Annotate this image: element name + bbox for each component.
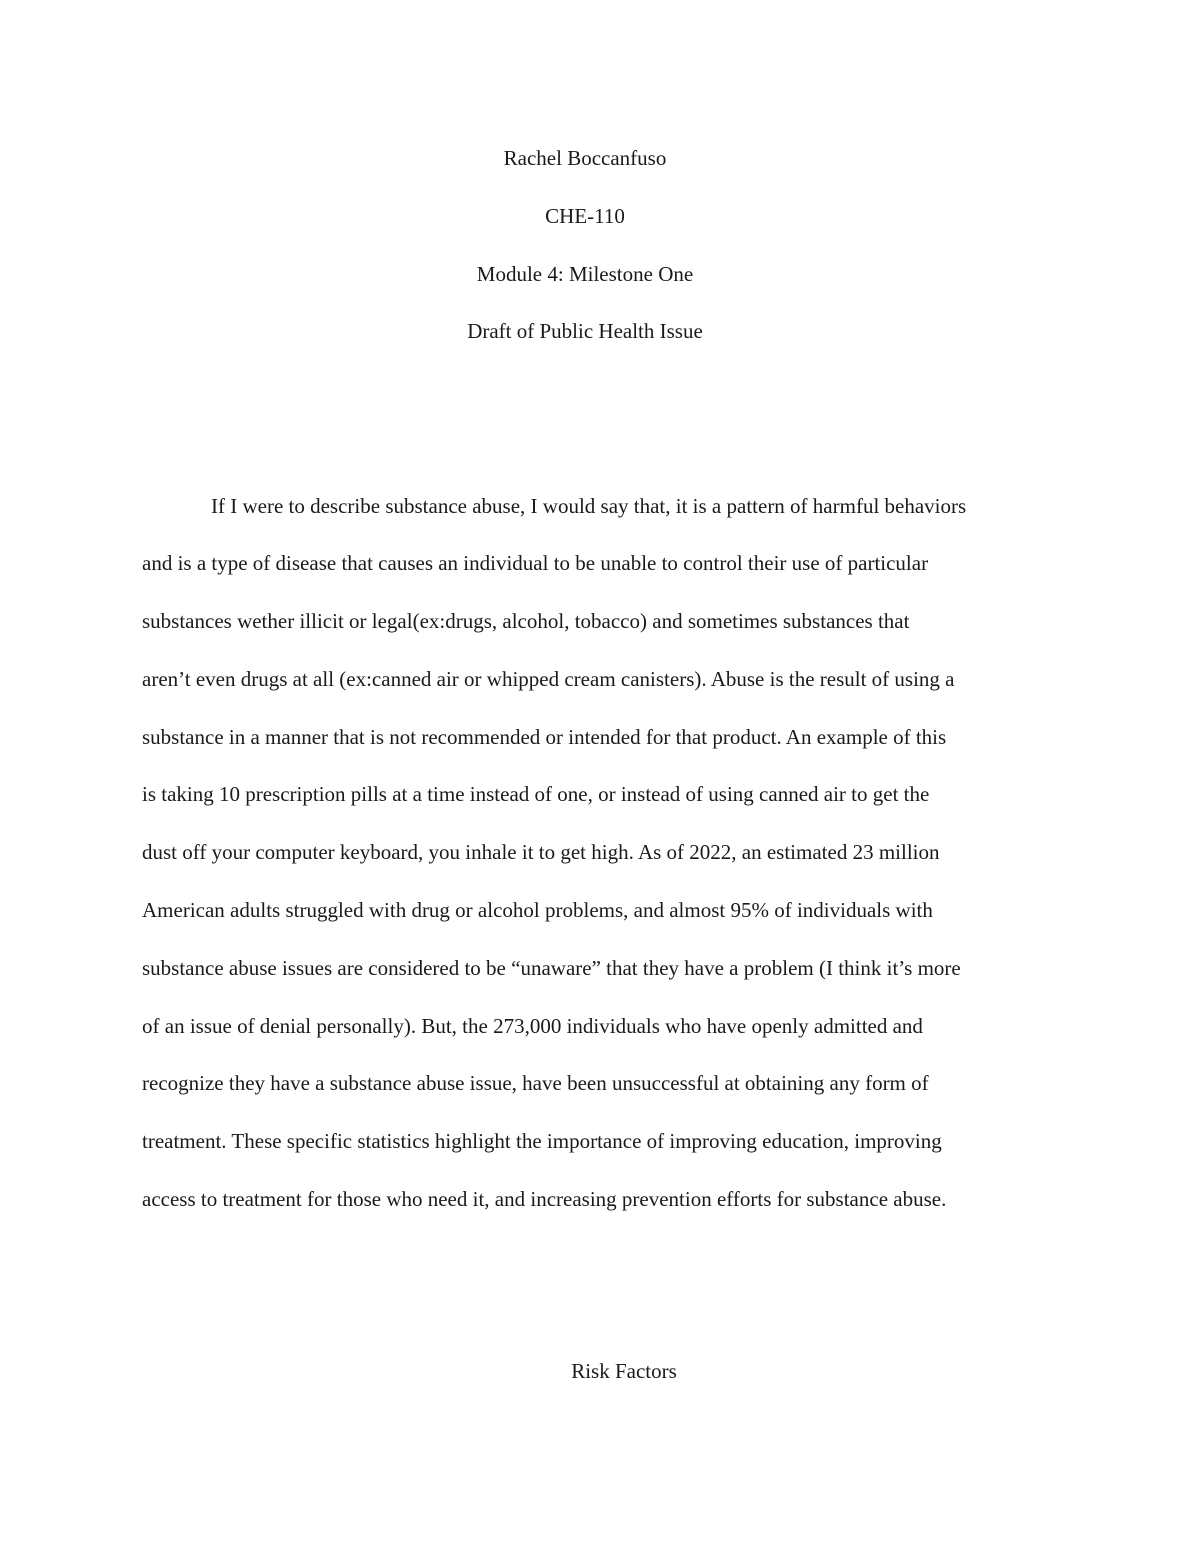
paragraph-line: substance in a manner that is not recommended or intended for that product. An example of this: [142, 725, 947, 749]
paper-title: Draft of Public Health Issue: [467, 319, 703, 343]
assignment-name: Module 4: Milestone One: [476, 262, 694, 286]
paragraph-line: aren’t even drugs at all (ex:canned air or whipped cream canisters). Abuse is the result of using a: [142, 667, 955, 691]
paragraph-line: and is a type of disease that causes an individual to be unable to control their use of particular: [142, 551, 929, 575]
paragraph-line: treatment. These specific statistics highlight the importance of improving education, improving: [142, 1129, 942, 1153]
paragraph-line: American adults struggled with drug or alcohol problems, and almost 95% of individuals with: [142, 898, 933, 922]
paragraph-line: substances wether illicit or legal(ex:drugs, alcohol, tobacco) and sometimes substances that: [142, 609, 910, 633]
paragraph-line: access to treatment for those who need it, and increasing prevention efforts for substance abuse.: [142, 1187, 947, 1211]
course-code: CHE-110: [545, 204, 625, 228]
paragraph-line: If I were to describe substance abuse, I would say that, it is a pattern of harmful behaviors: [211, 494, 967, 518]
paragraph-line: recognize they have a substance abuse issue, have been unsuccessful at obtaining any form of: [142, 1071, 929, 1095]
section-heading: Risk Factors: [571, 1359, 677, 1383]
paragraph-line: is taking 10 prescription pills at a time instead of one, or instead of using canned air to get the: [142, 782, 930, 806]
author-name: Rachel Boccanfuso: [503, 146, 667, 170]
paragraph-line: substance abuse issues are considered to be “unaware” that they have a problem (I think it’s more: [142, 956, 961, 980]
paragraph-line: of an issue of denial personally). But, the 273,000 individuals who have openly admitted and: [142, 1014, 923, 1038]
paragraph-line: dust off your computer keyboard, you inhale it to get high. As of 2022, an estimated 23 million: [142, 840, 940, 864]
